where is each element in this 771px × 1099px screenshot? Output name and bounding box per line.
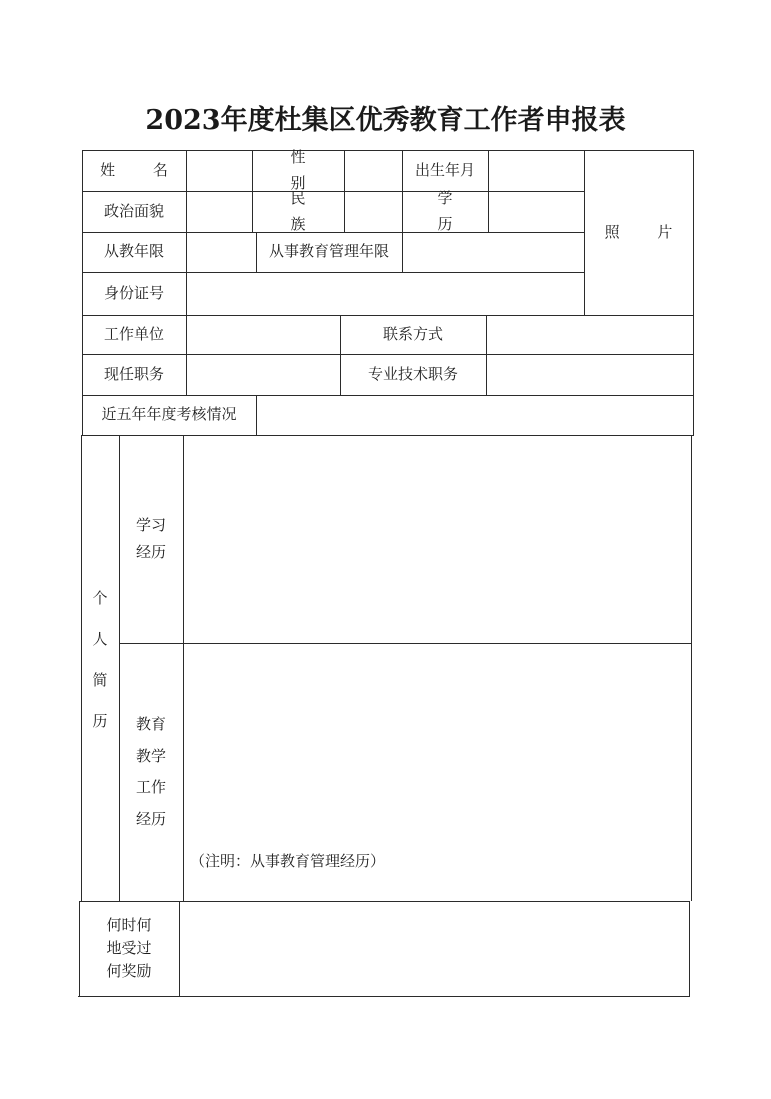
grid-line: [689, 901, 690, 997]
label-contact: 联系方式: [382, 324, 443, 343]
form-title: 2023年度杜集区优秀教育工作者申报表: [145, 105, 626, 136]
id-number-field[interactable]: [187, 273, 584, 315]
label-work-unit: 工作单位: [103, 324, 164, 343]
awards-line: 何奖励: [106, 962, 152, 981]
education-field[interactable]: [489, 192, 584, 232]
position-field[interactable]: [187, 355, 340, 395]
label-birth: 出生年月: [414, 160, 475, 179]
mgmt-years-field[interactable]: [403, 233, 584, 272]
grid-line: [691, 435, 692, 901]
teaching-years-field[interactable]: [187, 233, 256, 272]
label-id-number: 身份证号: [103, 283, 164, 302]
label-study: [119, 435, 183, 643]
ethnicity-field[interactable]: [345, 192, 402, 232]
label-teaching: [119, 643, 183, 901]
birth-field[interactable]: [489, 151, 584, 191]
resume-char: 个: [92, 588, 108, 607]
grid-line: [693, 150, 694, 436]
political-field[interactable]: [187, 192, 252, 232]
label-appraisal: 近五年年度考核情况: [101, 405, 237, 424]
awards-line: 地受过: [106, 938, 152, 957]
resume-char: 人: [92, 629, 108, 648]
label-awards: [79, 901, 179, 996]
teaching-note: （注明：从事教育管理经历）: [190, 852, 386, 870]
teaching-line: 教学: [135, 746, 166, 765]
tech-title-field[interactable]: [487, 355, 693, 395]
photo-box[interactable]: 照 片: [604, 222, 689, 241]
resume-char: 历: [92, 712, 108, 731]
label-ethnicity: 民 族: [290, 189, 322, 233]
study-field[interactable]: [184, 436, 691, 643]
label-tech-title: 专业技术职务: [367, 364, 458, 383]
awards-field[interactable]: [180, 902, 689, 996]
grid-line: [78, 996, 690, 997]
label-name: 姓 名: [100, 160, 185, 179]
appraisal-field[interactable]: [257, 396, 693, 435]
study-line: 经历: [135, 543, 166, 561]
label-education: 学 历: [437, 189, 469, 233]
label-position: 现任职务: [103, 364, 164, 383]
name-field[interactable]: [187, 151, 252, 191]
teaching-line: 教育: [135, 715, 166, 733]
work-unit-field[interactable]: [187, 316, 340, 354]
resume-char: 简: [92, 671, 108, 689]
label-teaching-years: 从教年限: [103, 242, 164, 261]
teaching-line: 经历: [135, 809, 166, 828]
label-resume: [81, 560, 119, 760]
label-mgmt-years: 从事教育管理年限: [268, 242, 389, 261]
study-line: 学习: [135, 516, 166, 534]
label-political: 政治面貌: [103, 201, 164, 220]
label-gender: 性 别: [290, 148, 322, 192]
teaching-line: 工作: [135, 778, 166, 796]
contact-field[interactable]: [487, 316, 693, 354]
gender-field[interactable]: [345, 151, 402, 191]
awards-line: 何时何: [106, 915, 152, 934]
